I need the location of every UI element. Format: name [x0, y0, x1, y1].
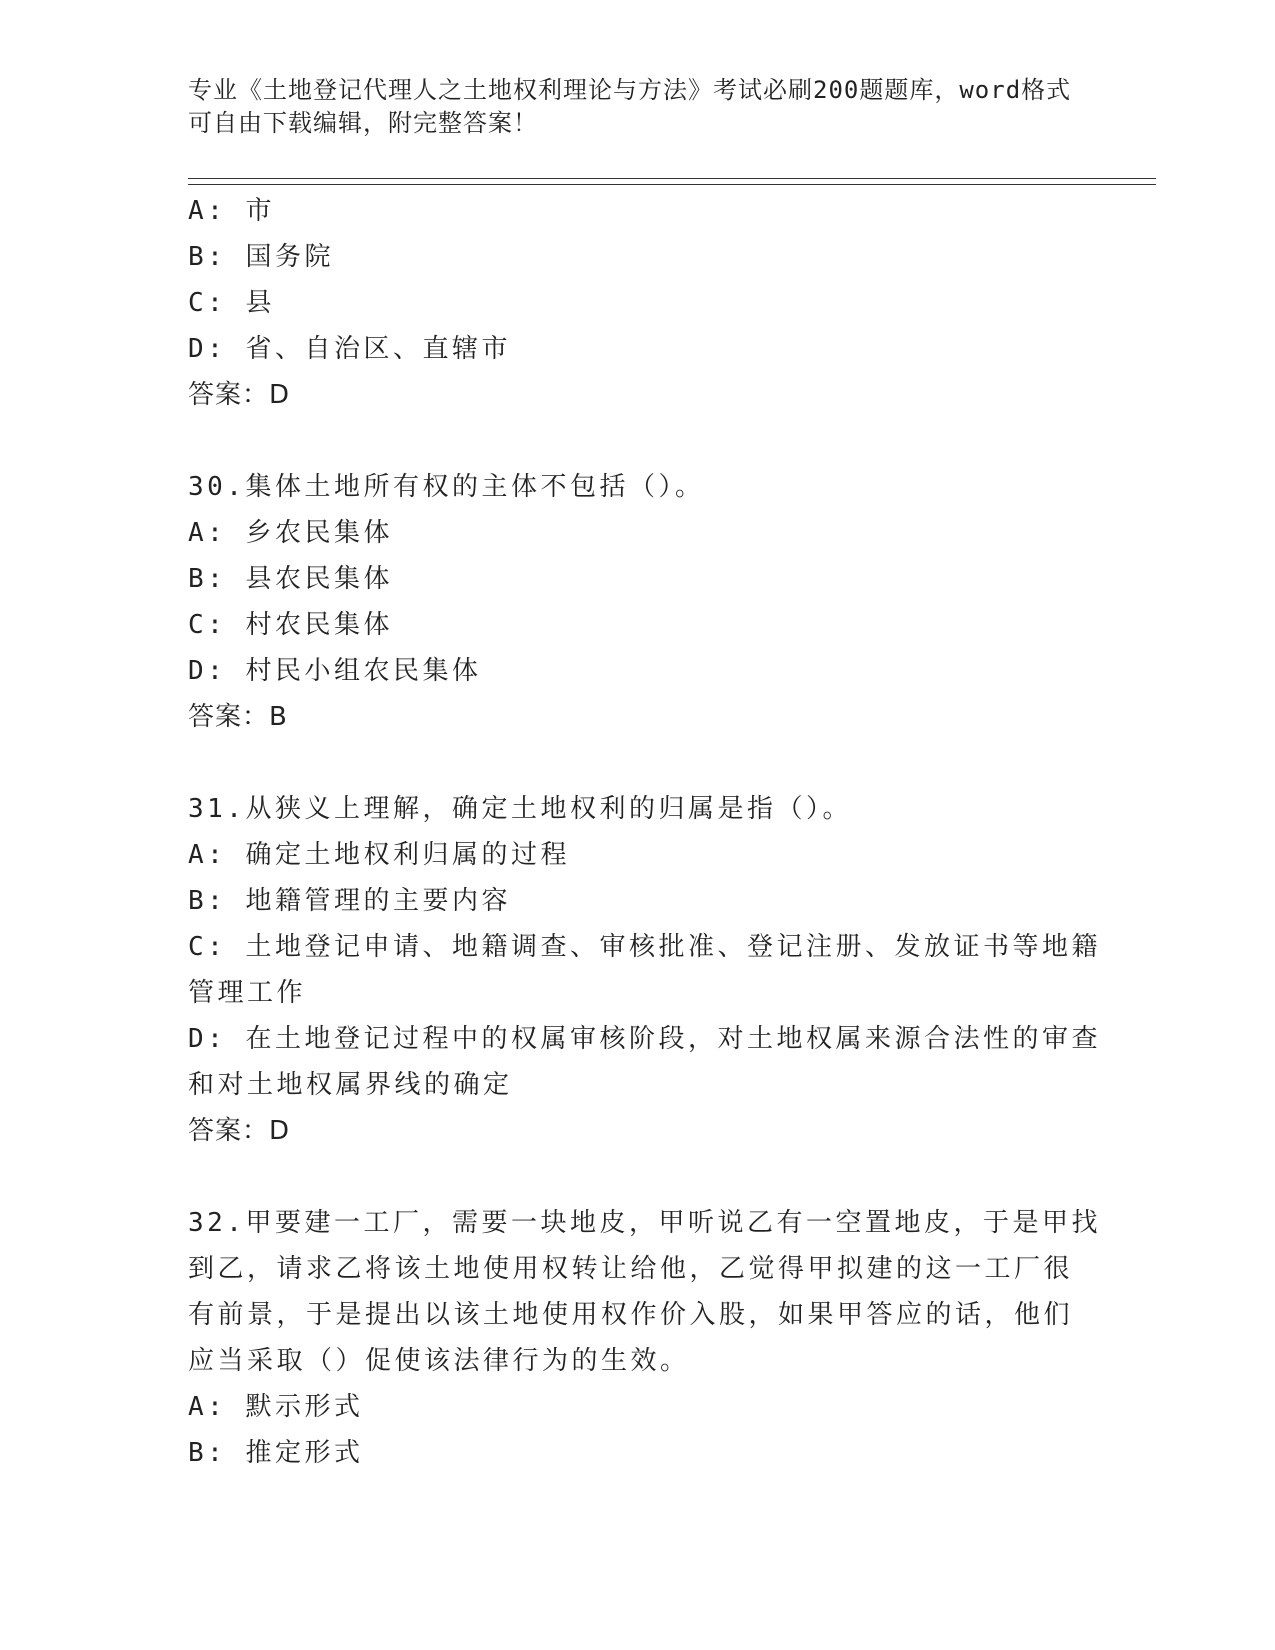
header-line-2: 可自由下载编辑，附完整答案！ — [188, 109, 538, 137]
header-rule-top — [188, 178, 1156, 179]
question-block-29 — [188, 188, 1088, 418]
block-spacer — [188, 418, 1088, 464]
document-header — [188, 74, 1088, 140]
question-text-line-1: 32.甲要建一工厂，需要一块地皮，甲听说乙有一空置地皮，于是甲找 — [188, 1208, 1101, 1238]
option-b: B: 地籍管理的主要内容 — [188, 886, 511, 916]
question-text-line-3: 有前景，于是提出以该土地使用权作价入股，如果甲答应的话，他们 — [188, 1300, 1074, 1330]
question-text: 30.集体土地所有权的主体不包括（）。 — [188, 472, 705, 502]
question-text: 31.从狭义上理解，确定土地权利的归属是指（）。 — [188, 794, 852, 824]
option-c-continued: 管理工作 — [188, 978, 307, 1008]
option-a: A: 默示形式 — [188, 1392, 364, 1422]
option-c: C: 县 — [188, 288, 275, 318]
option-b: B: 国务院 — [188, 242, 334, 272]
answer-line: 答案：D — [188, 380, 291, 410]
option-a: A: 市 — [188, 196, 275, 226]
question-block-31 — [188, 786, 1101, 1154]
question-list — [188, 188, 1101, 1476]
option-b: B: 县农民集体 — [188, 564, 393, 594]
header-rule-bottom — [188, 184, 1156, 185]
question-block-30 — [188, 464, 1088, 740]
block-spacer — [188, 740, 1088, 786]
option-c: C: 土地登记申请、地籍调查、审核批准、登记注册、发放证书等地籍 — [188, 932, 1101, 962]
question-block-32 — [188, 1200, 1101, 1476]
block-spacer — [188, 1154, 1088, 1200]
header-line-1: 专业《土地登记代理人之土地权利理论与方法》考试必刷200题题库，word格式 — [188, 76, 1072, 104]
option-b: B: 推定形式 — [188, 1438, 364, 1468]
answer-line: 答案：B — [188, 702, 288, 732]
option-d: D: 在土地登记过程中的权属审核阶段，对土地权属来源合法性的审查 — [188, 1024, 1101, 1054]
option-d: D: 省、自治区、直辖市 — [188, 334, 511, 364]
question-text-line-2: 到乙，请求乙将该土地使用权转让给他，乙觉得甲拟建的这一工厂很 — [188, 1254, 1074, 1284]
option-c: C: 村农民集体 — [188, 610, 393, 640]
option-d: D: 村民小组农民集体 — [188, 656, 482, 686]
answer-line: 答案：D — [188, 1116, 291, 1146]
option-a: A: 确定土地权利归属的过程 — [188, 840, 570, 870]
option-d-continued: 和对土地权属界线的确定 — [188, 1070, 513, 1100]
option-a: A: 乡农民集体 — [188, 518, 393, 548]
question-text-line-4: 应当采取（）促使该法律行为的生效。 — [188, 1346, 690, 1376]
